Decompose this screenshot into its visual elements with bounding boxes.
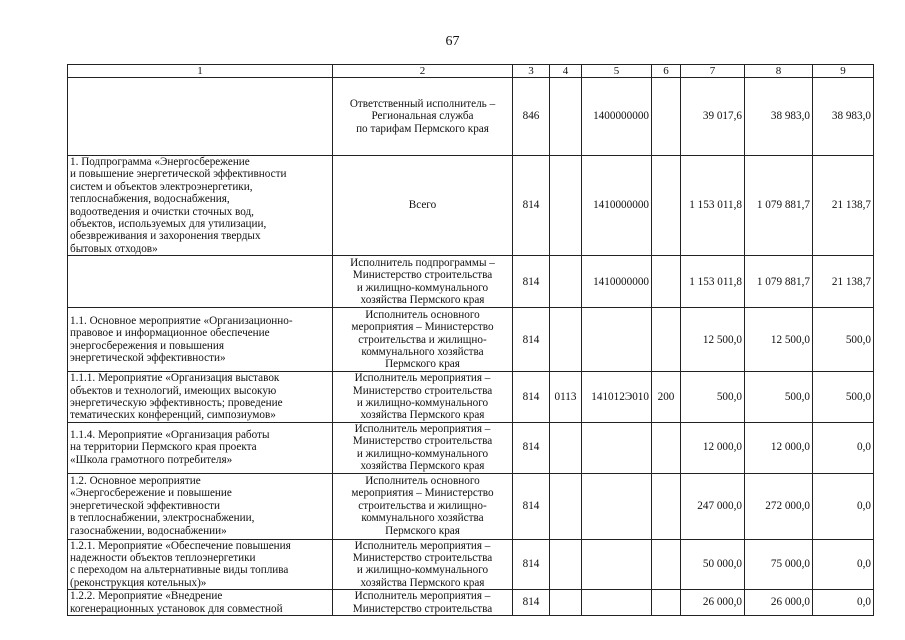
column-header: 9	[813, 65, 874, 78]
target-article-cell: 1400000000	[582, 78, 652, 156]
amount-year3-cell: 0,0	[813, 473, 874, 539]
admin-code-cell: 846	[513, 78, 550, 156]
row-name-cell	[68, 372, 333, 423]
target-article-cell: 1410000000	[582, 256, 652, 308]
cell-text-line: энергетической эффективности»	[70, 352, 226, 365]
table-row	[68, 156, 874, 256]
section-code-cell	[550, 156, 582, 256]
amount-year1-cell: 12 500,0	[681, 308, 745, 372]
column-header: 4	[550, 65, 582, 78]
cell-text-line: тематических конференций, симпозиумов»	[70, 409, 276, 422]
cell-text-line: водоотведения и очистки сточных вод,	[70, 205, 254, 218]
cell-text-line: мероприятия – Министерство	[351, 321, 494, 334]
executor-cell	[333, 308, 513, 372]
cell-text-line: Министерство строительства	[352, 551, 493, 564]
cell-text-line: строительства и жилищно-	[358, 333, 487, 346]
table-row	[68, 590, 874, 616]
amount-year2-cell: 75 000,0	[745, 539, 813, 590]
cell-text-line: теплоснабжения, водоснабжения,	[70, 193, 230, 206]
cell-text-line: Исполнитель подпрограммы –	[350, 256, 495, 269]
target-article-cell	[582, 422, 652, 473]
executor-cell	[333, 256, 513, 308]
table-row	[68, 539, 874, 590]
column-header: 7	[681, 65, 745, 78]
amount-year2-cell: 26 000,0	[745, 590, 813, 616]
cell-text-line: и жилищно-коммунального	[356, 397, 489, 410]
column-header: 1	[68, 65, 333, 78]
table-row	[68, 473, 874, 539]
cell-text-line: Исполнитель мероприятия –	[354, 372, 491, 385]
cell-text-line: Всего	[408, 199, 437, 212]
budget-table	[67, 64, 874, 616]
target-article-cell	[582, 473, 652, 539]
column-header: 3	[513, 65, 550, 78]
expense-type-cell	[652, 473, 681, 539]
cell-text-line: газоснабжении, водоснабжении»	[70, 524, 227, 537]
row-name-cell	[68, 422, 333, 473]
section-code-cell	[550, 422, 582, 473]
expense-type-cell	[652, 590, 681, 616]
section-code-cell	[550, 590, 582, 616]
amount-year3-cell: 0,0	[813, 590, 874, 616]
cell-text-line: 1.1.4. Мероприятие «Организация работы	[70, 429, 270, 442]
cell-text-line: Исполнитель мероприятия –	[354, 590, 491, 603]
cell-text-line: объектов, используемых для утилизации,	[70, 218, 267, 231]
executor-cell	[333, 590, 513, 616]
amount-year3-cell: 0,0	[813, 539, 874, 590]
admin-code-cell: 814	[513, 539, 550, 590]
admin-code-cell: 814	[513, 372, 550, 423]
admin-code-cell: 814	[513, 156, 550, 256]
section-code-cell: 0113	[550, 372, 582, 423]
expense-type-cell	[652, 539, 681, 590]
cell-text-line: обезвреживания и захоронения твердых	[70, 230, 261, 243]
admin-code-cell: 814	[513, 590, 550, 616]
cell-text-line: на территории Пермского края проекта	[70, 441, 257, 454]
amount-year1-cell: 26 000,0	[681, 590, 745, 616]
cell-text-line: Министерство строительства	[352, 602, 493, 615]
executor-cell	[333, 372, 513, 423]
amount-year3-cell: 21 138,7	[813, 256, 874, 308]
column-header: 2	[333, 65, 513, 78]
cell-text-line: Исполнитель мероприятия –	[354, 539, 491, 552]
cell-text-line: Пермского края	[385, 524, 460, 537]
expense-type-cell	[652, 256, 681, 308]
page-number: 67	[445, 34, 460, 49]
cell-text-line: и жилищно-коммунального	[356, 447, 489, 460]
amount-year2-cell: 12 500,0	[745, 308, 813, 372]
cell-text-line: надежности объектов теплоэнергетики	[70, 551, 256, 564]
amount-year1-cell: 12 000,0	[681, 422, 745, 473]
cell-text-line: Пермского края	[385, 358, 460, 371]
cell-text-line: мероприятия – Министерство	[351, 487, 494, 500]
cell-text-line: 1.1.1. Мероприятие «Организация выставок	[70, 372, 280, 385]
cell-text-line: по тарифам Пермского края	[356, 122, 489, 135]
cell-text-line: Министерство строительства	[352, 435, 493, 448]
section-code-cell	[550, 256, 582, 308]
target-article-cell	[582, 590, 652, 616]
cell-text-line: Исполнитель мероприятия –	[354, 422, 491, 435]
cell-text-line: правовое и информационное обеспечение	[70, 327, 270, 340]
cell-text-line: и повышение энергетической эффективности	[70, 168, 287, 181]
row-name-cell	[68, 78, 333, 156]
cell-text-line: строительства и жилищно-	[358, 499, 487, 512]
amount-year3-cell: 0,0	[813, 422, 874, 473]
table-row	[68, 308, 874, 372]
amount-year1-cell: 39 017,6	[681, 78, 745, 156]
cell-text-line: и жилищно-коммунального	[356, 564, 489, 577]
amount-year2-cell: 1 079 881,7	[745, 256, 813, 308]
target-article-cell: 1410000000	[582, 156, 652, 256]
cell-text-line: и жилищно-коммунального	[356, 281, 489, 294]
row-name-cell	[68, 308, 333, 372]
target-article-cell: 141012Э010	[582, 372, 652, 423]
cell-text-line: в теплоснабжении, электроснабжении,	[70, 512, 255, 525]
executor-cell	[333, 539, 513, 590]
cell-text-line: систем и объектов электроэнергетики,	[70, 180, 253, 193]
column-header: 8	[745, 65, 813, 78]
row-name-cell	[68, 256, 333, 308]
amount-year3-cell: 21 138,7	[813, 156, 874, 256]
cell-text-line: энергетической эффективности	[70, 499, 220, 512]
row-name-cell	[68, 590, 333, 616]
cell-text-line: «Школа грамотного потребителя»	[70, 453, 233, 466]
cell-text-line: Министерство строительства	[352, 269, 493, 282]
cell-text-line: (реконструкция котельных)»	[70, 576, 207, 589]
row-name-cell	[68, 473, 333, 539]
cell-text-line: Исполнитель основного	[365, 308, 480, 321]
cell-text-line: объектов и технологий, имеющих высокую	[70, 384, 277, 397]
section-code-cell	[550, 78, 582, 156]
section-code-cell	[550, 473, 582, 539]
table-row	[68, 372, 874, 423]
cell-text-line: 1.2. Основное мероприятие	[70, 474, 201, 487]
table-row	[68, 78, 874, 156]
cell-text-line: с переходом на альтернативные виды топлива	[70, 564, 289, 577]
amount-year3-cell: 38 983,0	[813, 78, 874, 156]
cell-text-line: Исполнитель основного	[365, 474, 480, 487]
admin-code-cell: 814	[513, 308, 550, 372]
expense-type-cell	[652, 422, 681, 473]
cell-text-line: 1.1. Основное мероприятие «Организационно-	[70, 314, 293, 327]
executor-cell	[333, 422, 513, 473]
cell-text-line: Ответственный исполнитель –	[349, 97, 496, 110]
executor-cell	[333, 156, 513, 256]
expense-type-cell: 200	[652, 372, 681, 423]
row-name-cell	[68, 156, 333, 256]
executor-cell	[333, 473, 513, 539]
cell-text-line: коммунального хозяйства	[361, 512, 484, 525]
cell-text-line: 1. Подпрограмма «Энергосбережение	[70, 156, 250, 168]
section-code-cell	[550, 308, 582, 372]
column-header: 6	[652, 65, 681, 78]
amount-year2-cell: 272 000,0	[745, 473, 813, 539]
row-name-cell	[68, 539, 333, 590]
table-row	[68, 422, 874, 473]
cell-text-line: Министерство строительства	[352, 384, 493, 397]
amount-year1-cell: 50 000,0	[681, 539, 745, 590]
amount-year1-cell: 1 153 011,8	[681, 256, 745, 308]
cell-text-line: Региональная служба	[371, 110, 474, 123]
cell-text-line: 1.2.2. Мероприятие «Внедрение	[70, 590, 223, 603]
column-header: 5	[582, 65, 652, 78]
amount-year1-cell: 247 000,0	[681, 473, 745, 539]
cell-text-line: хозяйства Пермского края	[360, 576, 485, 589]
amount-year1-cell: 500,0	[681, 372, 745, 423]
amount-year3-cell: 500,0	[813, 372, 874, 423]
cell-text-line: бытовых отходов»	[70, 242, 158, 255]
expense-type-cell	[652, 308, 681, 372]
target-article-cell	[582, 539, 652, 590]
section-code-cell	[550, 539, 582, 590]
expense-type-cell	[652, 156, 681, 256]
amount-year3-cell: 500,0	[813, 308, 874, 372]
cell-text-line: «Энергосбережение и повышение	[70, 487, 232, 500]
cell-text-line: когенерационных установок для совместной	[70, 602, 283, 615]
admin-code-cell: 814	[513, 256, 550, 308]
amount-year2-cell: 500,0	[745, 372, 813, 423]
cell-text-line: энергосбережения и повышения	[70, 339, 225, 352]
amount-year2-cell: 38 983,0	[745, 78, 813, 156]
cell-text-line: 1.2.1. Мероприятие «Обеспечение повышения	[70, 539, 291, 552]
cell-text-line: коммунального хозяйства	[361, 345, 484, 358]
amount-year2-cell: 12 000,0	[745, 422, 813, 473]
amount-year2-cell: 1 079 881,7	[745, 156, 813, 256]
admin-code-cell: 814	[513, 422, 550, 473]
cell-text-line: хозяйства Пермского края	[360, 409, 485, 422]
cell-text-line: энергетическую эффективность; проведение	[70, 397, 283, 410]
table-row	[68, 256, 874, 308]
column-number-row	[68, 65, 874, 78]
target-article-cell	[582, 308, 652, 372]
executor-cell	[333, 78, 513, 156]
amount-year1-cell: 1 153 011,8	[681, 156, 745, 256]
expense-type-cell	[652, 78, 681, 156]
admin-code-cell: 814	[513, 473, 550, 539]
cell-text-line: хозяйства Пермского края	[360, 460, 485, 473]
cell-text-line: хозяйства Пермского края	[360, 294, 485, 307]
